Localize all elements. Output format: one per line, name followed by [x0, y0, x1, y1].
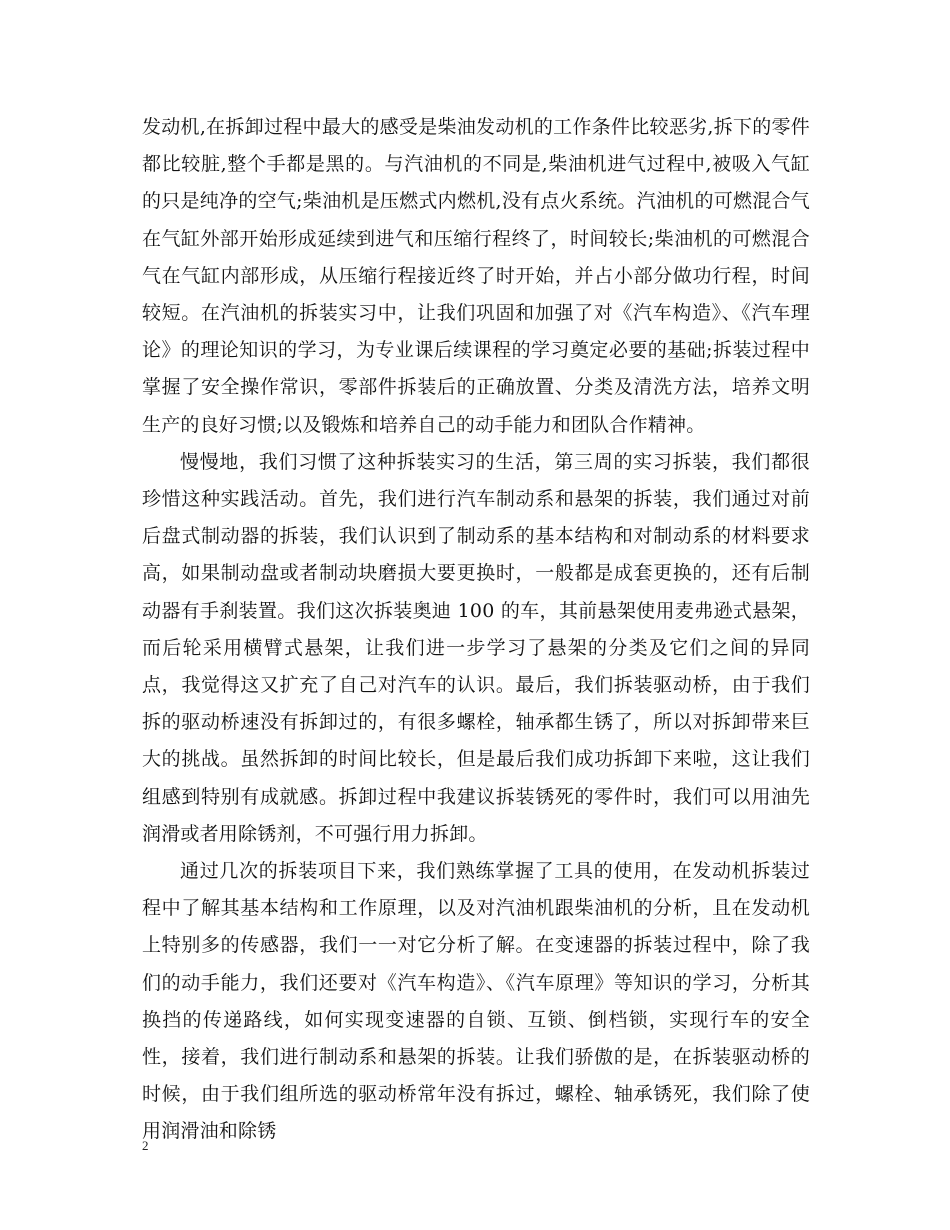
paragraph-2: 慢慢地，我们习惯了这种拆装实习的生活，第三周的实习拆装，我们都很珍惜这种实践活动。首先，我们进行汽车制动系和悬架的拆装，我们通过对前后盘式制动器的拆装，我们认识到了制动系的基本结构和对制动系的材料要求高，如果制动盘或者制动块磨损大要更换时，一般都是成套更换的，还有后制动器有手刹装置。我们这次拆装奥迪 100 的车，其前悬架使用麦弗逊式悬架，而后轮采用横臂式悬架，让我们进一步学习了悬架的分类及它们之间的异同点，我觉得这又扩充了自己对汽车的认识。最后，我们拆装驱动桥，由于我们拆的驱动桥速没有拆卸过的，有很多螺栓，轴承都生锈了，所以对拆卸带来巨大的挑战。虽然拆卸的时间比较长，但是最后我们成功拆卸下来啦，这让我们组感到特别有成就感。拆卸过程中我建议拆装锈死的零件时，我们可以用油先润滑或者用除锈剂，不可强行用力拆卸。: [142, 450, 810, 845]
page-number: 2: [142, 1138, 149, 1153]
paragraph-1: 发动机,在拆卸过程中最大的感受是柴油发动机的工作条件比较恶劣,拆下的零件都比较脏,整个手都是黑的。与汽油机的不同是,柴油机进气过程中,被吸入气缸的只是纯净的空气;柴油机是压燃式内燃机,没有点火系统。汽油机的可燃混合气在气缸外部开始形成延续到进气和压缩行程终了，时间较长;柴油机的可燃混合气在气缸内部形成，从压缩行程接近终了时开始，并占小部分做功行程，时间较短。在汽油机的拆装实习中，让我们巩固和加强了对《汽车构造》、《汽车理论》的理论知识的学习，为专业课后续课程的学习奠定必要的基础;拆装过程中掌握了安全操作常识，零部件拆装后的正确放置、分类及清洗方法，培养文明生产的良好习惯;以及锻炼和培养自己的动手能力和团队合作精神。: [142, 116, 810, 436]
paragraph-3: 通过几次的拆装项目下来，我们熟练掌握了工具的使用，在发动机拆装过程中了解其基本结构和工作原理，以及对汽油机跟柴油机的分析，且在发动机上特别多的传感器，我们一一对它分析了解。在变速器的拆装过程中，除了我们的动手能力，我们还要对《汽车构造》、《汽车原理》等知识的学习，分析其换挡的传递路线，如何实现变速器的自锁、互锁、倒档锁，实现行车的安全性，接着，我们进行制动系和悬架的拆装。让我们骄傲的是，在拆装驱动桥的时候，由于我们组所选的驱动桥常年没有拆过，螺栓、轴承锈死，我们除了使用润滑油和除锈: [142, 860, 810, 1143]
body-text: [142, 109, 810, 1151]
